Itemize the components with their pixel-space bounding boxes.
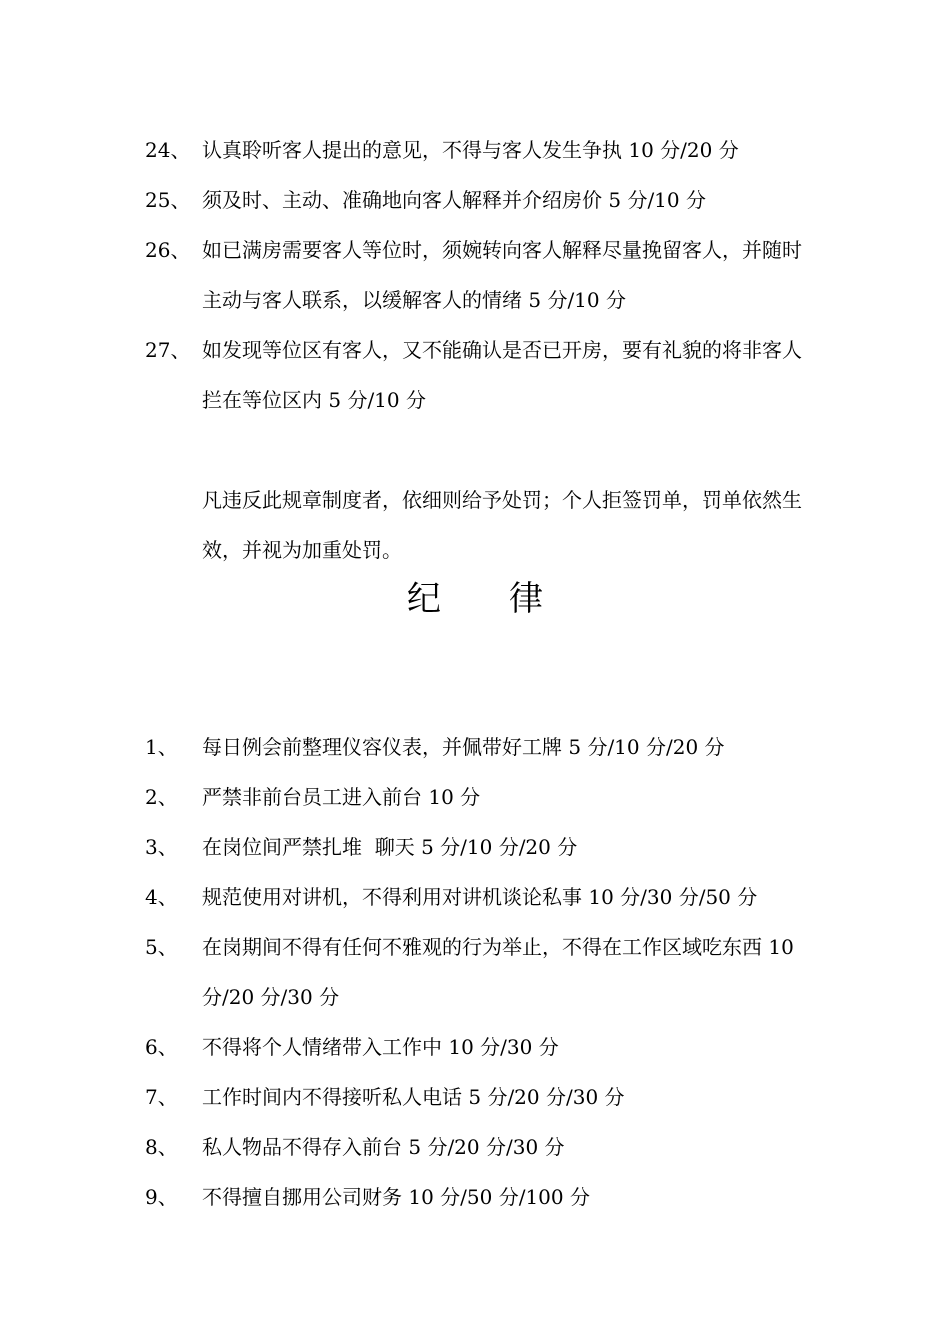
rule-number: 2、 xyxy=(145,785,178,809)
rule-number: 24、 xyxy=(145,138,191,162)
discipline-item-9 xyxy=(145,1172,815,1222)
discipline-item-3 xyxy=(145,822,815,872)
discipline-item-6 xyxy=(145,1022,815,1072)
rule-text: 不得将个人情绪带入工作中 10 分/30 分 xyxy=(202,1035,559,1059)
rule-text: 不得擅自挪用公司财务 10 分/50 分/100 分 xyxy=(202,1185,590,1209)
rule-text: 在岗位间严禁扎堆 聊天 5 分/10 分/20 分 xyxy=(202,835,578,859)
rule-number: 5、 xyxy=(145,935,178,959)
rule-number: 25、 xyxy=(145,188,191,212)
penalty-note: 凡违反此规章制度者，依细则给予处罚；个人拒签罚单，罚单依然生效，并视为加重处罚。 xyxy=(202,488,802,562)
rule-text: 如发现等位区有客人，又不能确认是否已开房，要有礼貌的将非客人拦在等位区内 5 分/10 分 xyxy=(202,338,802,412)
rule-number: 26、 xyxy=(145,238,191,262)
rule-number: 7、 xyxy=(145,1085,178,1109)
discipline-item-1 xyxy=(145,722,815,772)
discipline-item-2 xyxy=(145,772,815,822)
rule-number: 4、 xyxy=(145,885,178,909)
rule-text: 私人物品不得存入前台 5 分/20 分/30 分 xyxy=(202,1135,565,1159)
rule-text: 工作时间内不得接听私人电话 5 分/20 分/30 分 xyxy=(202,1085,625,1109)
rule-text: 须及时、主动、准确地向客人解释并介绍房价 5 分/10 分 xyxy=(202,188,706,212)
discipline-item-4 xyxy=(145,872,815,922)
rule-item-27 xyxy=(145,325,815,425)
rule-text: 认真聆听客人提出的意见，不得与客人发生争执 10 分/20 分 xyxy=(202,138,739,162)
rule-number: 8、 xyxy=(145,1135,178,1159)
rule-item-26 xyxy=(145,225,815,325)
discipline-item-7 xyxy=(145,1072,815,1122)
rule-item-25 xyxy=(145,175,815,225)
rule-number: 9、 xyxy=(145,1185,178,1209)
rule-text: 在岗期间不得有任何不雅观的行为举止，不得在工作区域吃东西 10 分/20 分/30 分 xyxy=(202,935,794,1009)
rule-item-24 xyxy=(145,125,815,175)
rule-text: 规范使用对讲机，不得利用对讲机谈论私事 10 分/30 分/50 分 xyxy=(202,885,758,909)
rule-text: 如已满房需要客人等位时，须婉转向客人解释尽量挽留客人，并随时主动与客人联系，以缓解客人的情绪 5 分/10 分 xyxy=(202,238,802,312)
rule-number: 27、 xyxy=(145,338,191,362)
rule-number: 1、 xyxy=(145,735,178,759)
discipline-item-8 xyxy=(145,1122,815,1172)
rule-text: 严禁非前台员工进入前台 10 分 xyxy=(202,785,481,809)
rule-text: 每日例会前整理仪容仪表，并佩带好工牌 5 分/10 分/20 分 xyxy=(202,735,725,759)
discipline-item-5 xyxy=(145,922,815,1022)
section-title: 纪 律 xyxy=(407,579,543,619)
rule-number: 3、 xyxy=(145,835,178,859)
rule-number: 6、 xyxy=(145,1035,178,1059)
